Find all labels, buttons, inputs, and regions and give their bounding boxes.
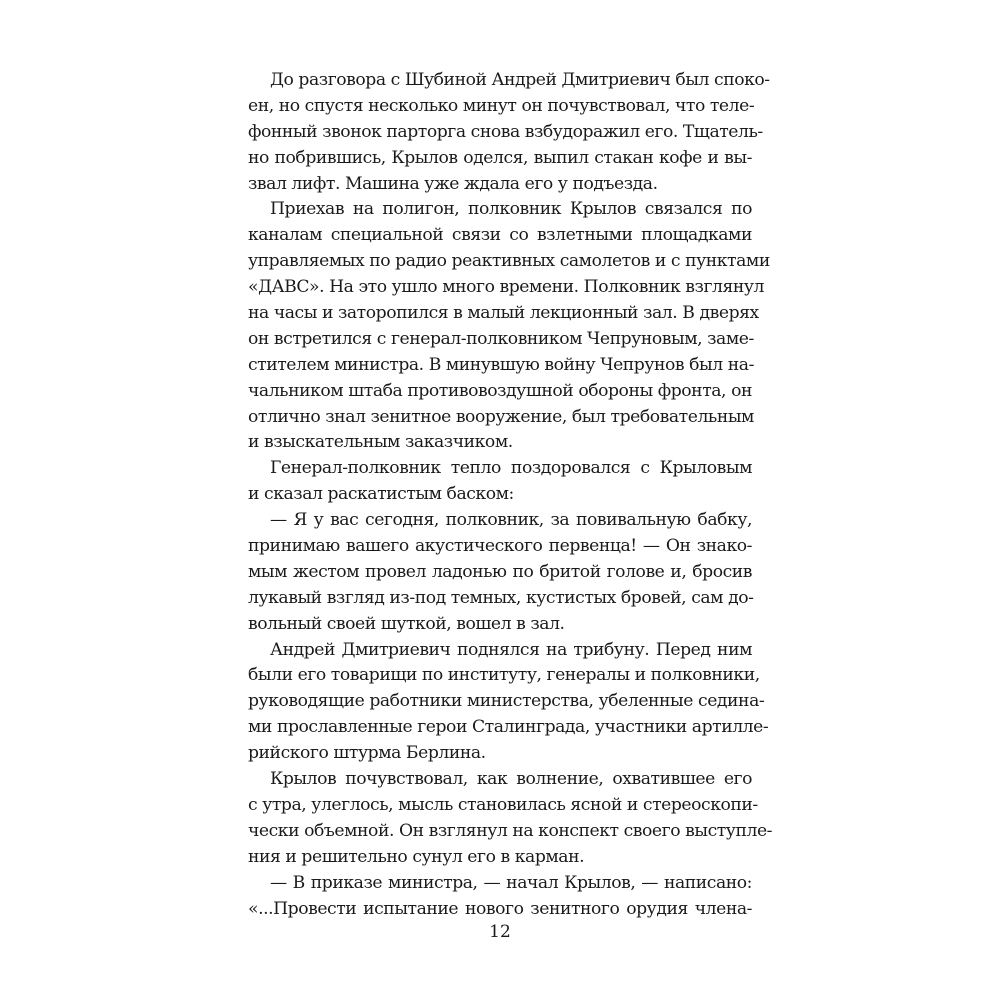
text-line: но побрившись, Крылов оделся, выпил стакан кофе и вы- xyxy=(248,147,752,168)
page-number: 12 xyxy=(489,922,511,942)
text-line: стителем министра. В минувшую войну Чепрунов был на- xyxy=(248,354,754,375)
text-line: рийского штурма Берлина. xyxy=(248,743,486,764)
text-line: принимаю вашего акустического первенца! — Он знако- xyxy=(248,536,752,557)
text-line: фонный звонок парторга снова взбудоражил его. Тщатель- xyxy=(248,121,763,142)
page-text xyxy=(248,68,773,922)
text-line: — В приказе министра, — начал Крылов, — написано: xyxy=(270,872,752,893)
paragraph xyxy=(248,197,770,456)
paragraph xyxy=(248,508,752,637)
paragraph xyxy=(248,456,752,508)
text-line: Андрей Дмитриевич поднялся на трибуну. Перед ним xyxy=(270,639,752,660)
paragraph xyxy=(248,68,770,197)
text-line: были его товарищи по институту, генералы и полковники, xyxy=(248,665,760,686)
paragraph xyxy=(248,871,752,923)
text-line: — Я у вас сегодня, полковник, за повивальную бабку, xyxy=(270,510,752,531)
text-line: звал лифт. Машина уже ждала его у подъезда. xyxy=(248,173,658,194)
text-line: каналам специальной связи со взлетными площадками xyxy=(248,225,752,246)
text-line: чальником штаба противовоздушной обороны фронта, он xyxy=(248,380,752,401)
text-line: «ДАВС». На это ушло много времени. Полковник взглянул xyxy=(248,277,765,298)
text-line: лукавый взгляд из-под темных, кустистых бровей, сам до- xyxy=(248,587,754,608)
text-line: До разговора с Шубиной Андрей Дмитриевич был споко- xyxy=(270,70,770,90)
text-line: он встретился с генерал-полковником Чепруновым, заме- xyxy=(248,328,754,349)
text-line: и взыскательным заказчиком. xyxy=(248,432,513,453)
text-line: Крылов почувствовал, как волнение, охватившее его xyxy=(270,769,752,790)
text-line: мым жестом провел ладонью по бритой голове и, бросив xyxy=(248,561,752,582)
text-line: управляемых по радио реактивных самолетов и с пунктами xyxy=(248,251,770,272)
text-line: Приехав на полигон, полковник Крылов связался по xyxy=(270,199,752,220)
text-line: «...Провести испытание нового зенитного орудия члена- xyxy=(248,898,752,919)
text-line: вольный своей шуткой, вошел в зал. xyxy=(248,613,565,634)
paragraph xyxy=(248,638,769,767)
text-line: чески объемной. Он взглянул на конспект своего выступле- xyxy=(248,820,773,841)
text-line: ми прославленные герои Сталинграда, участники артилле- xyxy=(248,717,769,738)
text-line: ен, но спустя несколько минут он почувствовал, что теле- xyxy=(248,95,755,116)
text-line: Генерал-полковник тепло поздоровался с Крыловым xyxy=(270,458,752,479)
text-line: руководящие работники министерства, убеленные седина- xyxy=(248,691,765,712)
text-line: с утра, улеглось, мысль становилась ясной и стереоскопи- xyxy=(248,794,758,815)
text-line: отлично знал зенитное вооружение, был требовательным xyxy=(248,406,754,427)
text-line: ния и решительно сунул его в карман. xyxy=(248,846,585,867)
paragraph xyxy=(248,767,773,871)
text-line: на часы и заторопился в малый лекционный зал. В дверях xyxy=(248,303,759,324)
text-line: и сказал раскатистым баском: xyxy=(248,484,514,505)
